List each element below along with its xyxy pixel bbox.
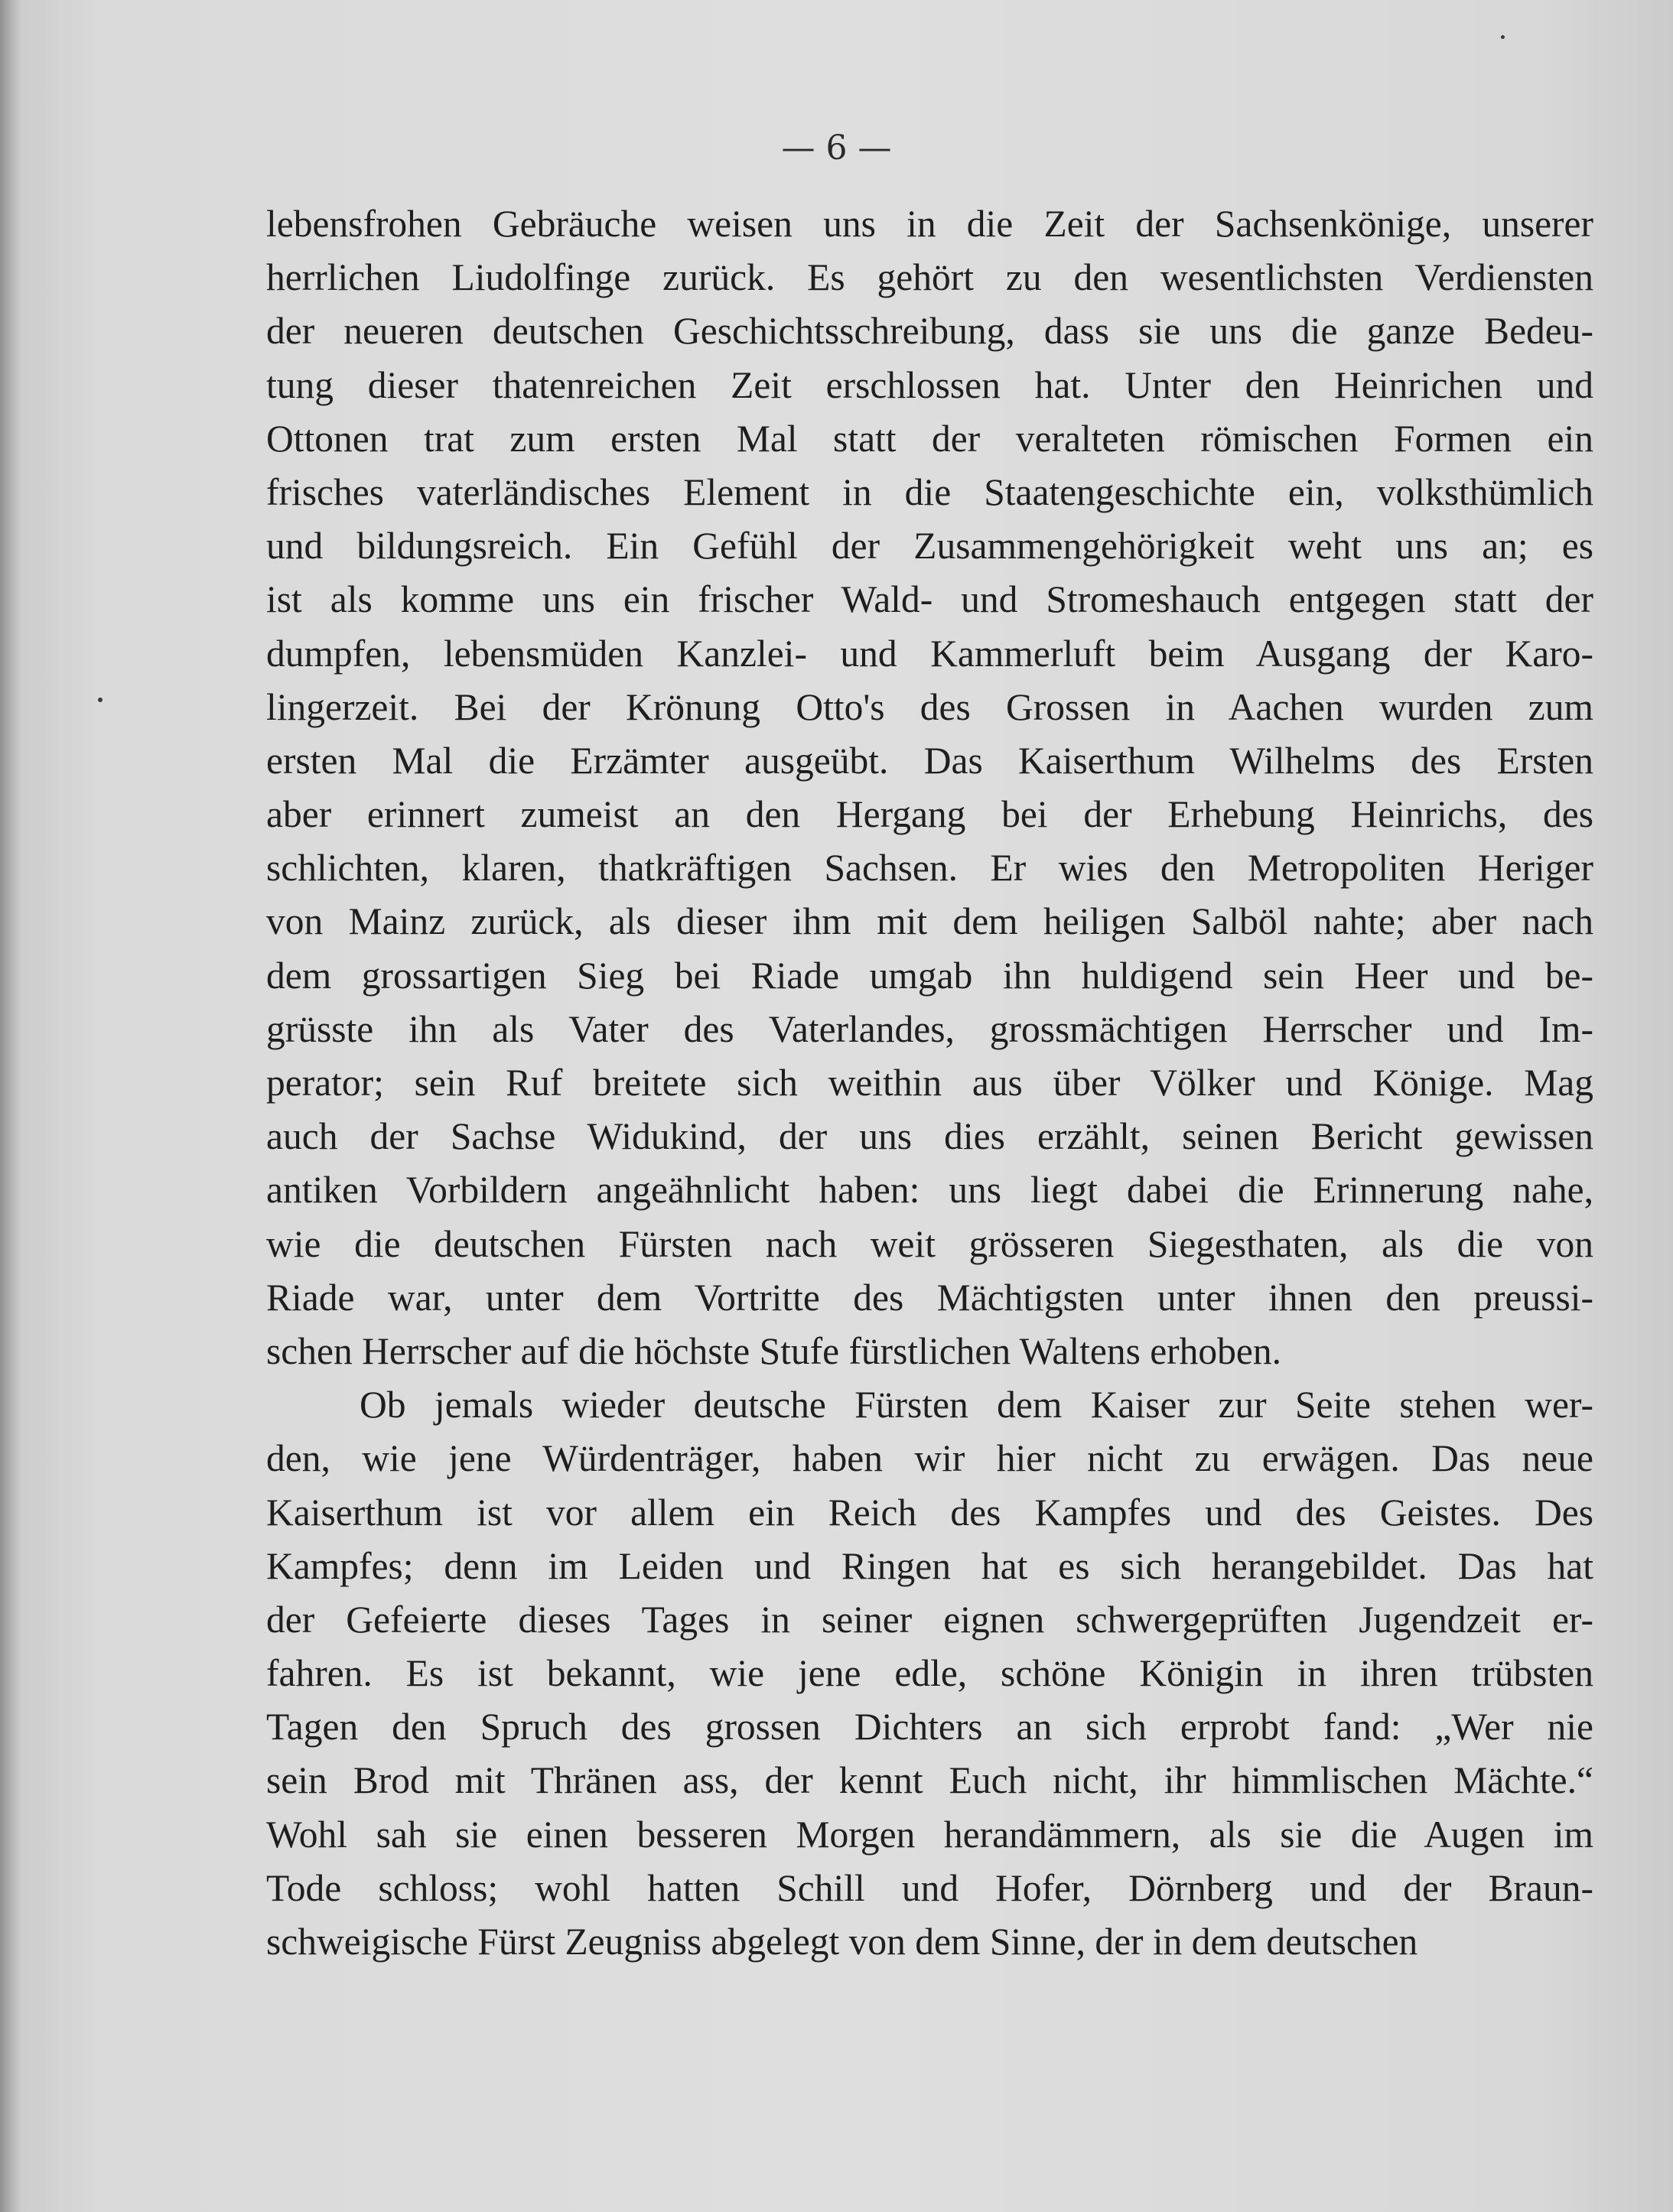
text-line: schen Herrscher auf die höchste Stufe fürstlichen Waltens erhoben.: [266, 1329, 1282, 1372]
text-line: dem grossartigen Sieg bei Riade umgab ihn huldigend sein Heer und be-: [266, 954, 1593, 997]
text-line: frisches vaterländisches Element in die Staatengeschichte ein, volksthümlich: [266, 470, 1593, 513]
text-line: schlichten, klaren, thatkräftigen Sachsen. Er wies den Metropoliten Heriger: [266, 847, 1593, 890]
text-line: herrlichen Liudolfinge zurück. Es gehört zu den wesentlichsten Verdiensten: [266, 256, 1593, 299]
text-line: den, wie jene Würdenträger, haben wir hier nicht zu erwägen. Das neue: [266, 1437, 1593, 1480]
paper-speck: [98, 698, 103, 702]
text-line: wie die deutschen Fürsten nach weit grösseren Siegesthaten, als die von: [266, 1222, 1593, 1265]
text-line: dumpfen, lebensmüden Kanzlei- und Kammerluft beim Ausgang der Karo-: [266, 632, 1593, 675]
text-line: ist als komme uns ein frischer Wald- und Stromeshauch entgegen statt der: [266, 578, 1593, 621]
text-line: lebensfrohen Gebräuche weisen uns in die Zeit der Sachsenkönige, unserer: [266, 203, 1593, 245]
paragraph: [266, 197, 1593, 1378]
text-line: aber erinnert zumeist an den Hergang bei der Erhebung Heinrichs, des: [266, 793, 1593, 836]
text-line: fahren. Es ist bekannt, wie jene edle, schöne Königin in ihren trübsten: [266, 1652, 1593, 1695]
text-line: und bildungsreich. Ein Gefühl der Zusammengehörigkeit weht uns an; es: [266, 525, 1593, 568]
text-line: Wohl sah sie einen besseren Morgen herandämmern, als sie die Augen im: [266, 1813, 1593, 1856]
text-line: Riade war, unter dem Vortritte des Mächtigsten unter ihnen den preussi-: [266, 1276, 1593, 1319]
body-text: [266, 197, 1593, 1969]
text-line: der neueren deutschen Geschichtsschreibung, dass sie uns die ganze Bedeu-: [266, 310, 1593, 353]
text-line: Ob jemals wieder deutsche Fürsten dem Kaiser zur Seite stehen wer-: [360, 1384, 1593, 1426]
page-number: — 6 —: [781, 128, 892, 168]
text-line: ersten Mal die Erzämter ausgeübt. Das Kaiserthum Wilhelms des Ersten: [266, 739, 1593, 782]
paragraph: [266, 1378, 1593, 1969]
text-line: Kampfes; denn im Leiden und Ringen hat es sich herangebildet. Das hat: [266, 1544, 1593, 1587]
text-line: Kaiserthum ist vor allem ein Reich des Kampfes und des Geistes. Des: [266, 1491, 1593, 1534]
text-line: lingerzeit. Bei der Krönung Otto's des Grossen in Aachen wurden zum: [266, 685, 1593, 728]
text-line: sein Brod mit Thränen ass, der kennt Euch nicht, ihr himmlischen Mächte.“: [266, 1759, 1593, 1802]
text-line: auch der Sachse Widukind, der uns dies erzählt, seinen Bericht gewissen: [266, 1115, 1593, 1158]
text-line: Ottonen trat zum ersten Mal statt der veralteten römischen Formen ein: [266, 417, 1593, 460]
text-line: grüsste ihn als Vater des Vaterlandes, grossmächtigen Herrscher und Im-: [266, 1007, 1593, 1050]
text-line: Tagen den Spruch des grossen Dichters an sich erprobt fand: „Wer nie: [266, 1706, 1593, 1748]
binding-edge-shadow: [0, 0, 21, 2212]
text-line: antiken Vorbildern angeähnlicht haben: uns liegt dabei die Erinnerung nahe,: [266, 1169, 1593, 1212]
text-line: schweigische Fürst Zeugniss abgelegt von dem Sinne, der in dem deutschen: [266, 1921, 1418, 1963]
text-line: tung dieser thatenreichen Zeit erschlossen hat. Unter den Heinrichen und: [266, 363, 1593, 406]
text-line: von Mainz zurück, als dieser ihm mit dem heiligen Salböl nahte; aber nach: [266, 900, 1593, 943]
text-line: perator; sein Ruf breitete sich weithin aus über Völker und Könige. Mag: [266, 1062, 1593, 1104]
text-line: Tode schloss; wohl hatten Schill und Hofer, Dörnberg und der Braun-: [266, 1866, 1593, 1909]
text-line: der Gefeierte dieses Tages in seiner eignen schwergeprüften Jugendzeit er-: [266, 1598, 1593, 1641]
paper-speck: [1501, 35, 1505, 39]
